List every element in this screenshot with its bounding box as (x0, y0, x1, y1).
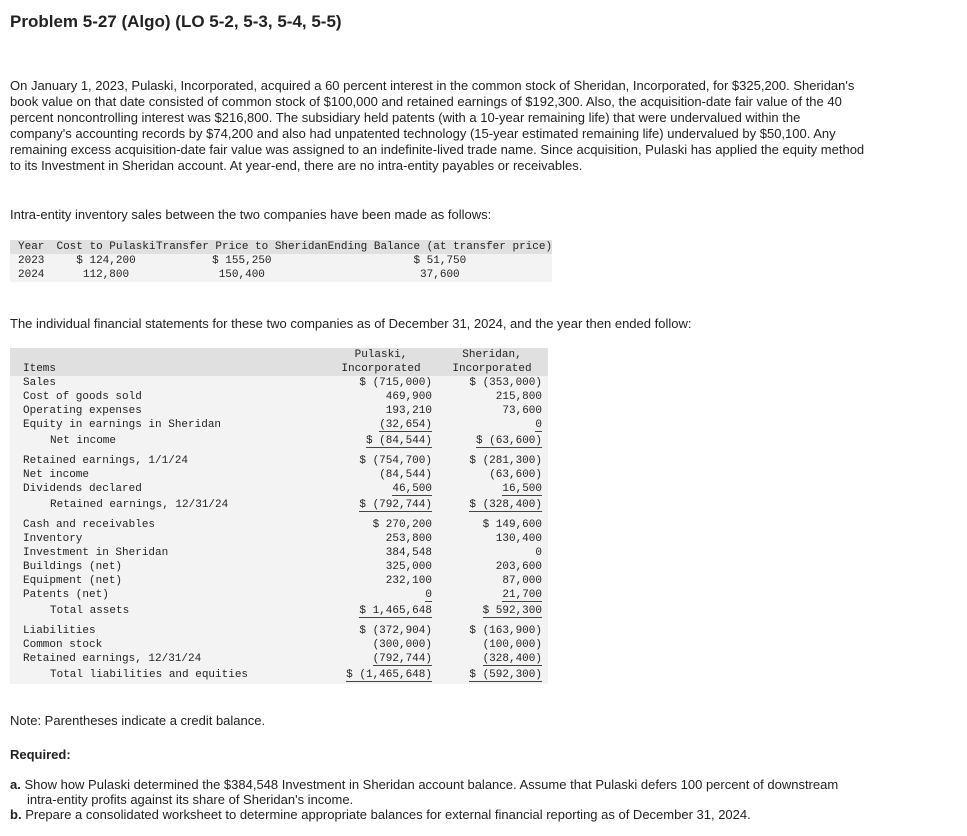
row-label: Net income (10, 468, 326, 482)
row-label: Cost of goods sold (10, 390, 326, 404)
col-header-transfer-price: Transfer Price to Sheridan (156, 241, 328, 253)
underlined-value: $ (792,744) (359, 499, 432, 511)
underlined-value: 0 (535, 419, 542, 431)
col-header-items: Items (10, 348, 326, 376)
table-row (10, 560, 548, 574)
pulaski-value: $ 270,200 (326, 514, 436, 532)
underlined-value: $ (84,544) (365, 435, 432, 447)
underlined-value: 21,700 (502, 589, 542, 601)
pulaski-value (326, 482, 436, 496)
table-row (10, 254, 552, 268)
item-text: Prepare a consolidated worksheet to determine appropriate balances for external financial reporting as of December 31, 2024. (25, 807, 751, 822)
table-row (10, 468, 548, 482)
pulaski-value: 469,900 (326, 390, 436, 404)
row-label: Patents (net) (10, 588, 326, 602)
underlined-value: $ (328,400) (469, 499, 542, 511)
pulaski-value: 384,548 (326, 546, 436, 560)
table-row-total (10, 602, 548, 620)
underlined-value: $ (63,600) (475, 435, 542, 447)
table-row (10, 514, 548, 532)
sheridan-value: 215,800 (436, 390, 548, 404)
item-letter: a. (10, 777, 21, 792)
table-row (10, 376, 548, 390)
underlined-value: 16,500 (502, 483, 542, 495)
row-label: Total assets (10, 602, 326, 620)
col-header-pulaski: Pulaski, Incorporated (326, 348, 436, 376)
row-label: Retained earnings, 12/31/24 (10, 496, 326, 514)
underlined-value: 46,500 (392, 483, 432, 495)
table-row (10, 450, 548, 468)
pulaski-value (326, 418, 436, 432)
underlined-value: (32,654) (379, 419, 432, 431)
sheridan-value: 130,400 (436, 532, 548, 546)
table-row (10, 574, 548, 588)
pulaski-value: 253,800 (326, 532, 436, 546)
table-cell: 37,600 (328, 268, 552, 282)
col-header-cost: Cost to Pulaski (56, 241, 156, 253)
underlined-value: 0 (425, 589, 432, 601)
intra-entity-inventory-table (10, 240, 552, 282)
table-row (10, 620, 548, 638)
pulaski-value (326, 602, 436, 620)
table-row (10, 532, 548, 546)
table-cell: 150,400 (156, 268, 328, 282)
table-cell: 112,800 (56, 268, 156, 282)
table-row (10, 638, 548, 652)
required-heading: Required: (10, 747, 71, 762)
sheridan-value: 203,600 (436, 560, 548, 574)
sheridan-value (436, 432, 548, 450)
pulaski-value: 325,000 (326, 560, 436, 574)
pulaski-value: $ (754,700) (326, 450, 436, 468)
sheridan-value: 73,600 (436, 404, 548, 418)
table-cell: 2023 (10, 254, 56, 268)
pulaski-value (326, 652, 436, 666)
row-label: Total liabilities and equities (10, 666, 326, 684)
col-header-year: Year (10, 240, 56, 254)
sheridan-value (436, 418, 548, 432)
row-label: Sales (10, 376, 326, 390)
sheridan-value (436, 588, 548, 602)
table-header-row (10, 348, 548, 376)
problem-intro-paragraph: On January 1, 2023, Pulaski, Incorporated, acquired a 60 percent interest in the common stock of Sheridan, Incorporated, for $325,200. Sheridan's book value on that date consisted of common stock of $100,000 and retained earnings of $192,300. Also, the acquisition-date fair value of the 40 percent noncontrolling interest was $216,800. The subsidiary held patents (with a 10-year remaining life) that were undervalued within the company's accounting records by $74,200 and also had unpatented technology (15-year estimated remaining life) undervalued by $50,100. Any remaining excess acquisition-date fair value was assigned to an indefinite-lived trade name. Since acquisition, Pulaski has applied the equity method to its Investment in Sheridan account. At year-end, there are no intra-entity payables or receivables. (10, 78, 865, 173)
sheridan-value: $ (163,900) (436, 620, 548, 638)
item-letter: b. (10, 807, 22, 822)
underlined-value: $ (1,465,648) (346, 669, 432, 681)
table-row (10, 390, 548, 404)
sheridan-value (436, 482, 548, 496)
col-header-sheridan: Sheridan, Incorporated (436, 348, 548, 376)
table-row-total (10, 666, 548, 684)
underlined-value: $ 1,465,648 (359, 605, 432, 617)
financial-statements-text: The individual financial statements for these two companies as of December 31, 2024, and the year then ended follow: (10, 316, 692, 331)
table-cell: 2024 (10, 268, 56, 282)
sheridan-value: 0 (436, 546, 548, 560)
sheridan-value (436, 652, 548, 666)
row-label: Cash and receivables (10, 514, 326, 532)
table-header-row (10, 240, 552, 254)
table-row-total (10, 496, 548, 514)
sheridan-value: (63,600) (436, 468, 548, 482)
row-label: Dividends declared (10, 482, 326, 496)
sheridan-value: $ (281,300) (436, 450, 548, 468)
row-label: Equity in earnings in Sheridan (10, 418, 326, 432)
pulaski-value (326, 496, 436, 514)
list-item (10, 777, 860, 807)
pulaski-value: $ (715,000) (326, 376, 436, 390)
pulaski-value: 232,100 (326, 574, 436, 588)
underlined-value: $ 592,300 (482, 605, 542, 617)
underlined-value: $ (592,300) (469, 669, 542, 681)
pulaski-value (326, 432, 436, 450)
row-label: Buildings (net) (10, 560, 326, 574)
pulaski-value: (300,000) (326, 638, 436, 652)
row-label: Net income (10, 432, 326, 450)
row-label: Operating expenses (10, 404, 326, 418)
row-label: Retained earnings, 12/31/24 (10, 652, 326, 666)
sheridan-value (436, 496, 548, 514)
table-cell: $ 155,250 (156, 254, 328, 268)
table-row-total (10, 432, 548, 450)
sheridan-value: 87,000 (436, 574, 548, 588)
sheridan-value: (100,000) (436, 638, 548, 652)
table-cell: $ 51,750 (328, 254, 552, 268)
list-item (10, 807, 860, 822)
pulaski-value: 193,210 (326, 404, 436, 418)
row-label: Common stock (10, 638, 326, 652)
row-label: Liabilities (10, 620, 326, 638)
table-row (10, 268, 552, 282)
pulaski-value (326, 666, 436, 684)
table-row (10, 588, 548, 602)
sheridan-value: $ (353,000) (436, 376, 548, 390)
row-label: Equipment (net) (10, 574, 326, 588)
underlined-value: (328,400) (482, 653, 542, 665)
table-row (10, 404, 548, 418)
sheridan-value (436, 666, 548, 684)
pulaski-value: (84,544) (326, 468, 436, 482)
table-row (10, 546, 548, 560)
table-cell: $ 124,200 (56, 254, 156, 268)
problem-title: Problem 5-27 (Algo) (LO 5-2, 5-3, 5-4, 5-5) (10, 12, 342, 31)
table-row (10, 418, 548, 432)
row-label: Investment in Sheridan (10, 546, 326, 560)
credit-balance-note: Note: Parentheses indicate a credit balance. (10, 713, 266, 728)
table-row (10, 482, 548, 496)
pulaski-value: $ (372,904) (326, 620, 436, 638)
intra-entity-sales-text: Intra-entity inventory sales between the two companies have been made as follows: (10, 207, 492, 222)
financial-statements-table (10, 348, 548, 684)
table-row (10, 652, 548, 666)
row-label: Retained earnings, 1/1/24 (10, 450, 326, 468)
underlined-value: (792,744) (372, 653, 432, 665)
item-text: Show how Pulaski determined the $384,548 Investment in Sheridan account balance. Assume that Pulaski defers 100 percent of downstream intra-entity profits against its share of Sheridan's income. (24, 777, 839, 807)
sheridan-value: $ 149,600 (436, 514, 548, 532)
pulaski-value (326, 588, 436, 602)
row-label: Inventory (10, 532, 326, 546)
col-header-ending-balance: Ending Balance (at transfer price) (327, 241, 553, 253)
required-list (10, 777, 860, 822)
sheridan-value (436, 602, 548, 620)
